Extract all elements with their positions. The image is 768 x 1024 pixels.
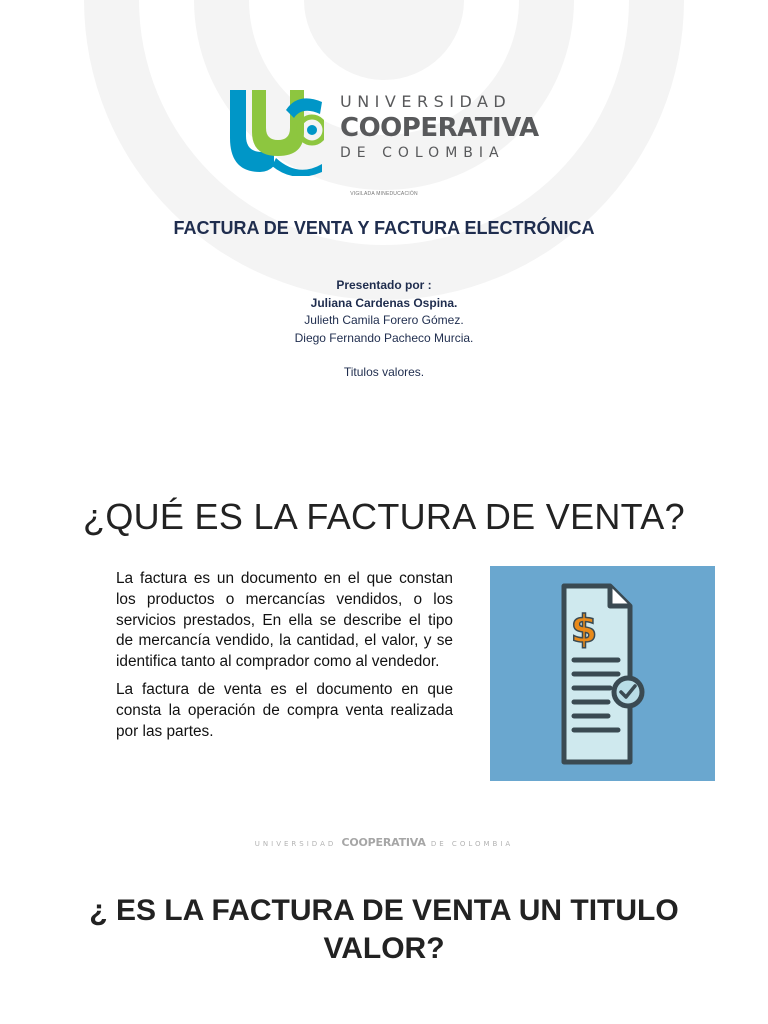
definition-slide [0, 424, 768, 852]
subject-label: Titulos valores. [343, 365, 425, 379]
question-slide [0, 852, 768, 1024]
presenter-name: Diego Fernando Pacheco Murcia. [294, 330, 474, 345]
paragraph: La factura es un documento en el que constan los productos o mercancías vendidos, o los servicios prestados, En ella se describe el tipo de mercancía vendido, la cantidad, el valor, y se identifica tanto al comprador como al vendedor. [116, 570, 453, 671]
uc-logo-icon [228, 88, 324, 176]
footer-colombia-text: DE COLOMBIA [430, 840, 514, 848]
footer-university-wordmark [0, 836, 768, 849]
presenter-name: Julieth Camila Forero Gómez. [304, 313, 464, 327]
slide-title: ¿ ES LA FACTURA DE VENTA UN TITULO VALOR? [89, 894, 679, 965]
title-slide [0, 0, 768, 424]
invoice-document-icon [490, 566, 715, 781]
logo-cooperativa-text: COOPERATIVA [340, 113, 539, 143]
presenter-name: Juliana Cardenas Ospina. [310, 295, 458, 310]
slide-title: ¿QUÉ ES LA FACTURA DE VENTA? [83, 496, 685, 537]
footer-universidad-text: UNIVERSIDAD [254, 840, 337, 848]
paragraph: La factura de venta es el documento en que consta la operación de compra venta realizada por las partes. [116, 680, 453, 740]
university-logo [228, 88, 548, 178]
vigilada-caption: VIGILADA MINEDUCACIÓN [350, 191, 418, 197]
presenters-block [0, 277, 768, 382]
definition-text [116, 569, 453, 749]
svg-text:$: $ [570, 607, 598, 651]
presentation-title: FACTURA DE VENTA Y FACTURA ELECTRÓNICA [173, 218, 595, 238]
presented-by-label: Presentado por : [336, 278, 432, 292]
footer-cooperativa-text: COOPERATIVA [341, 836, 426, 849]
invoice-illustration [490, 566, 715, 781]
logo-wordmark [340, 92, 539, 162]
logo-universidad-text: UNIVERSIDAD [340, 92, 512, 111]
logo-colombia-text: DE COLOMBIA [340, 145, 505, 161]
